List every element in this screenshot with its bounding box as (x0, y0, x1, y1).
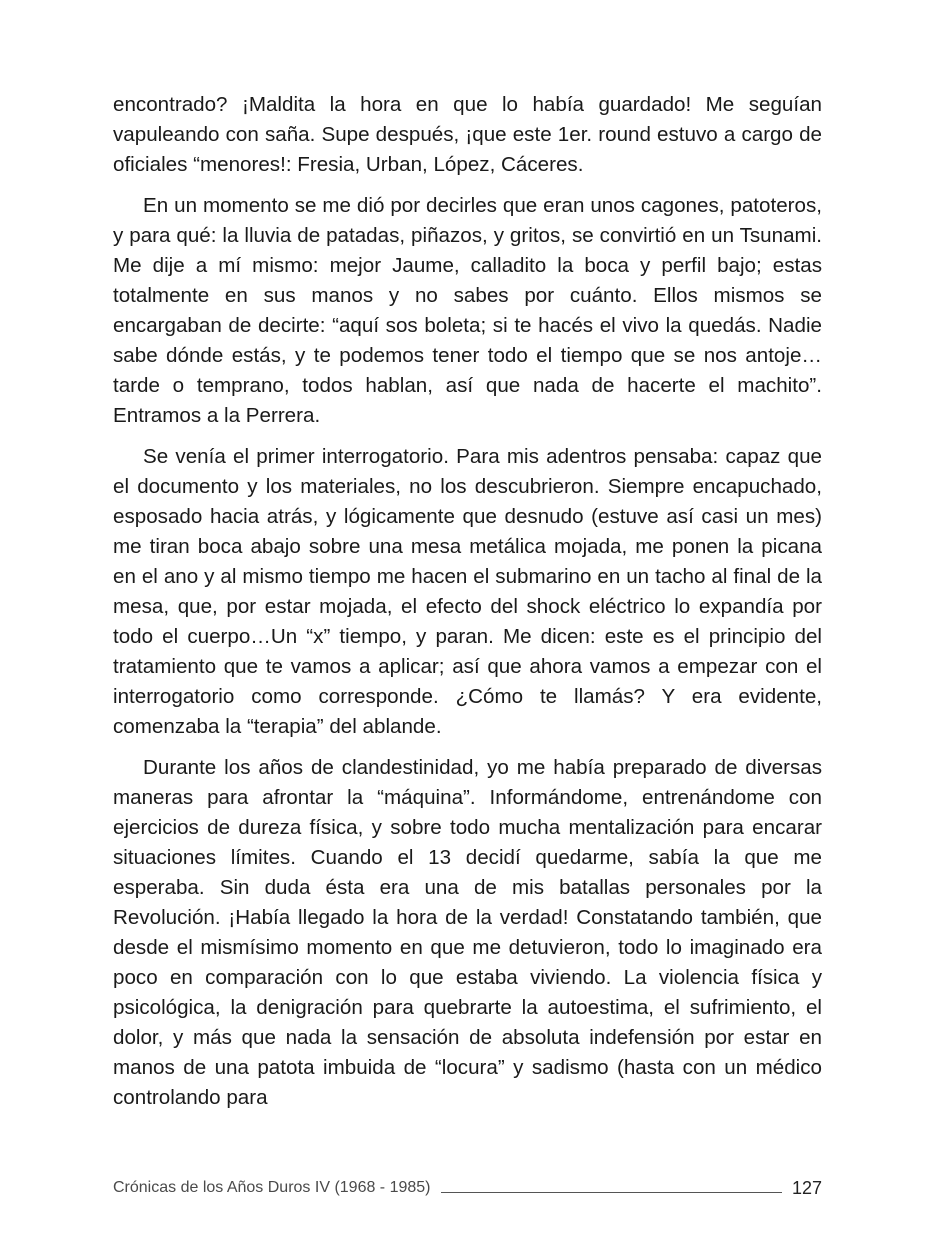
footer-book-title: Crónicas de los Años Duros IV (1968 - 1985) (113, 1179, 431, 1196)
paragraph-2: En un momento se me dió por decirles que eran unos cagones, patoteros, y para qué: la lluvia de patadas, piñazos, y gritos, se convirtió en un Tsunami. Me dije a mí mismo: mejor Jaume, calladito la boca y perfil bajo; estas totalmente en sus manos y no sabes por cuánto. Ellos mismos se encargaban de decirte: “aquí sos boleta; si te hacés el vivo la quedás. Nadie sabe dónde estás, y te podemos tener todo el tiempo que se nos antoje… tarde o temprano, todos hablan, así que nada de hacerte el machito”. Entramos a la Perrera. (113, 194, 822, 427)
footer-divider (441, 1192, 782, 1193)
paragraph-4: Durante los años de clandestinidad, yo me había preparado de diversas maneras para afrontar la “máquina”. Informándome, entrenándome con ejercicios de dureza física, y sobre todo mucha mentalización para encarar situaciones límites. Cuando el 13 decidí quedarme, sabía la que me esperaba. Sin duda ésta era una de mis batallas personales por la Revolución. ¡Había llegado la hora de la verdad! Constatando también, que desde el mismísimo momento en que me detuvieron, todo lo imaginado era poco en comparación con lo que estaba viviendo. La violencia física y psicológica, la denigración para quebrarte la autoestima, el sufrimiento, el dolor, y más que nada la sensación de absoluta indefensión por estar en manos de una patota imbuida de “locura” y sadismo (hasta con un médico controlando para (113, 756, 822, 1109)
page-body (113, 90, 822, 1124)
paragraph-1: encontrado? ¡Maldita la hora en que lo había guardado! Me seguían vapuleando con saña. Supe después, ¡que este 1er. round estuvo a cargo de oficiales “menores!: Fresia, Urban, López, Cáceres. (113, 93, 822, 176)
paragraph-3: Se venía el primer interrogatorio. Para mis adentros pensaba: capaz que el documento y los materiales, no los descubrieron. Siempre encapuchado, esposado hacia atrás, y lógicamente que desnudo (estuve así casi un mes) me tiran boca abajo sobre una mesa metálica mojada, me ponen la picana en el ano y al mismo tiempo me hacen el submarino en un tacho al final de la mesa, que, por estar mojada, el efecto del shock eléctrico lo expandía por todo el cuerpo…Un “x” tiempo, y paran. Me dicen: este es el principio del tratamiento que te vamos a aplicar; así que ahora vamos a empezar con el interrogatorio como corresponde. ¿Cómo te llamás? Y era evidente, comenzaba la “terapia” del ablande. (113, 445, 822, 738)
page-footer (113, 1175, 822, 1201)
page-number: 127 (791, 1177, 822, 1198)
